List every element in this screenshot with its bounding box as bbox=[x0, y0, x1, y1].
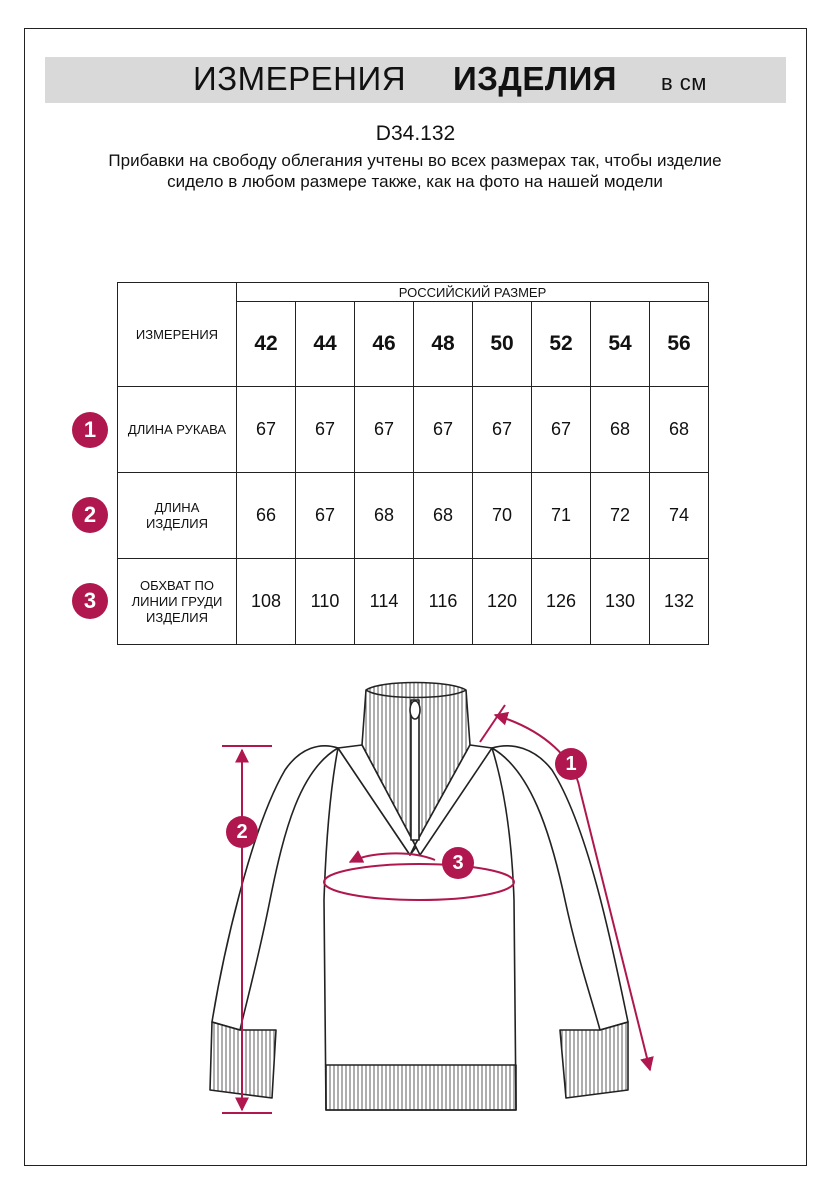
table-cell: 110 bbox=[296, 559, 355, 645]
table-cell: 67 bbox=[414, 387, 473, 473]
table-cell: 72 bbox=[591, 473, 650, 559]
table-cell: 66 bbox=[237, 473, 296, 559]
row-label: ДЛИНА РУКАВА bbox=[118, 387, 237, 473]
row-label: ОБХВАТ ПО ЛИНИИ ГРУДИ ИЗДЕЛИЯ bbox=[118, 559, 237, 645]
table-cell: 132 bbox=[650, 559, 709, 645]
size-header: 54 bbox=[591, 302, 650, 387]
size-header: 50 bbox=[473, 302, 532, 387]
table-cell: 67 bbox=[355, 387, 414, 473]
size-header: 56 bbox=[650, 302, 709, 387]
table-cell: 130 bbox=[591, 559, 650, 645]
table-cell: 126 bbox=[532, 559, 591, 645]
table-cell: 67 bbox=[296, 473, 355, 559]
size-header: 42 bbox=[237, 302, 296, 387]
fit-note: Прибавки на свободу облегания учтены во всех размерах так, чтобы изделие сидело в любом размере также, как на фото на нашей модели bbox=[108, 151, 722, 191]
size-group-header: РОССИЙСКИЙ РАЗМЕР bbox=[237, 283, 709, 302]
table-cell: 71 bbox=[532, 473, 591, 559]
header-unit: в см bbox=[661, 70, 707, 95]
table-cell: 70 bbox=[473, 473, 532, 559]
size-header: 46 bbox=[355, 302, 414, 387]
marker-2-badge: 2 bbox=[226, 816, 258, 848]
table-cell: 67 bbox=[296, 387, 355, 473]
table-cell: 67 bbox=[532, 387, 591, 473]
header-title-main: ИЗМЕРЕНИЯ bbox=[193, 60, 407, 97]
table-cell: 114 bbox=[355, 559, 414, 645]
table-cell: 116 bbox=[414, 559, 473, 645]
table-cell: 68 bbox=[591, 387, 650, 473]
marker-1-badge: 1 bbox=[555, 748, 587, 780]
table-cell: 68 bbox=[355, 473, 414, 559]
size-header: 44 bbox=[296, 302, 355, 387]
product-code: D34.132 bbox=[375, 122, 456, 145]
header-title-bold: ИЗДЕЛИЯ bbox=[453, 60, 618, 97]
table-cell: 67 bbox=[237, 387, 296, 473]
row-2-badge: 2 bbox=[72, 497, 108, 533]
table-cell: 108 bbox=[237, 559, 296, 645]
row-1-badge: 1 bbox=[72, 412, 108, 448]
size-header: 48 bbox=[414, 302, 473, 387]
corner-label: ИЗМЕРЕНИЯ bbox=[118, 283, 237, 387]
table-cell: 68 bbox=[414, 473, 473, 559]
table-cell: 120 bbox=[473, 559, 532, 645]
table-cell: 68 bbox=[650, 387, 709, 473]
size-header: 52 bbox=[532, 302, 591, 387]
table-cell: 67 bbox=[473, 387, 532, 473]
table-cell: 74 bbox=[650, 473, 709, 559]
row-3-badge: 3 bbox=[72, 583, 108, 619]
row-label: ДЛИНА ИЗДЕЛИЯ bbox=[118, 473, 237, 559]
marker-3-badge: 3 bbox=[442, 847, 474, 879]
